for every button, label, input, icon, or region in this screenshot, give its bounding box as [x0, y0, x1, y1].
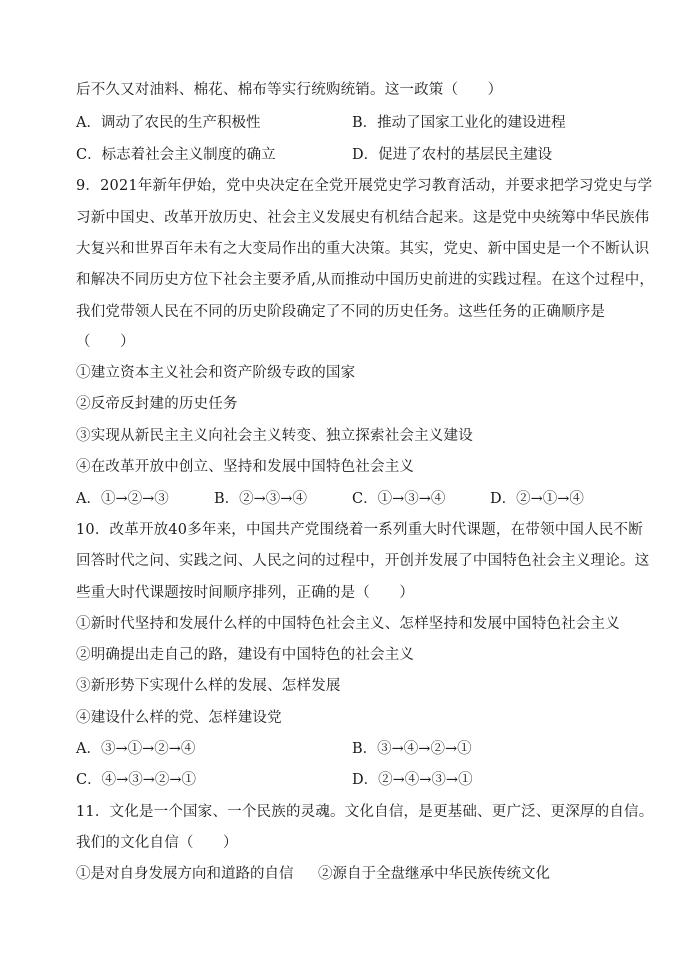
- q10-item: ①新时代坚持和发展什么样的中国特色社会主义、怎样坚持和发展中国特色社会主义: [76, 616, 620, 632]
- q8-option-a: A．调动了农民的生产积极性: [76, 115, 261, 131]
- q8-stem-tail: 后不久又对油料、棉花、棉布等实行统购统销。这一政策（ ）: [76, 82, 503, 98]
- q9-item: ③实现从新民主主义向社会主义转变、独立探索社会主义建设: [76, 428, 473, 444]
- q9-stem-line: 习新中国史、改革开放历史、社会主义发展史有机结合起来。这是党中央统筹中华民族伟: [76, 210, 650, 226]
- q10-option-b: B．③→④→②→①: [352, 741, 472, 757]
- q10-item: ③新形势下实现什么样的发展、怎样发展: [76, 678, 341, 694]
- q10-stem-line: 回答时代之问、实践之问、人民之问的过程中，开创并发展了中国特色社会主义理论。这: [76, 553, 650, 569]
- q8-option-b: B．推动了国家工业化的建设进程: [352, 115, 566, 131]
- q9-option-c: C．①→③→④: [352, 491, 446, 507]
- q9-item: ④在改革开放中创立、坚持和发展中国特色社会主义: [76, 459, 415, 475]
- q10-option-d: D．②→④→③→①: [352, 772, 473, 788]
- q11-item-2: ②源自于全盘继承中华民族传统文化: [318, 866, 550, 882]
- q10-item: ②明确提出走自己的路，建设有中国特色的社会主义: [76, 647, 415, 663]
- q10-stem-line: 10．改革开放40多年来，中国共产党围绕着一系列重大时代课题，在带领中国人民不断: [76, 522, 643, 538]
- q9-answer-bracket: （ ）: [76, 334, 135, 350]
- q10-option-a: A．③→①→②→④: [76, 741, 196, 757]
- q9-stem-line: 大复兴和世界百年未有之大变局作出的重大决策。其实，党史、新中国史是一个不断认识: [76, 241, 650, 257]
- q9-stem-line: 9．2021年新年伊始，党中央决定在全党开展党史学习教育活动，并要求把学习党史与学: [76, 178, 653, 194]
- q9-option-a: A．①→②→③: [76, 491, 169, 507]
- q9-item: ①建立资本主义社会和资产阶级专政的国家: [76, 365, 356, 381]
- q9-stem-line: 我们党带领人民在不同的历史阶段确定了不同的历史任务。这些任务的正确顺序是: [76, 304, 606, 320]
- q8-option-c: C．标志着社会主义制度的确立: [76, 147, 276, 163]
- q10-option-c: C．④→③→②→①: [76, 772, 197, 788]
- q10-item: ④建设什么样的党、怎样建设党: [76, 710, 282, 726]
- q8-option-d: D．促进了农村的基层民主建设: [352, 147, 553, 163]
- q9-stem-line: 和解决不同历史方位下社会主要矛盾,从而推动中国历史前进的实践过程。在这个过程中，: [76, 272, 655, 288]
- q9-option-d: D．②→①→④: [490, 491, 584, 507]
- q11-stem-line: 我们的文化自信（ ）: [76, 835, 238, 851]
- q11-stem-line: 11．文化是一个国家、一个民族的灵魂。文化自信，是更基础、更广泛、更深厚的自信。: [76, 804, 654, 820]
- q10-stem-line: 些重大时代课题按时间顺序排列，正确的是（ ）: [76, 585, 415, 601]
- q11-item-1: ①是对自身发展方向和道路的自信: [76, 866, 294, 882]
- q9-item: ②反帝反封建的历史任务: [76, 396, 238, 412]
- q9-option-b: B．②→③→④: [214, 491, 307, 507]
